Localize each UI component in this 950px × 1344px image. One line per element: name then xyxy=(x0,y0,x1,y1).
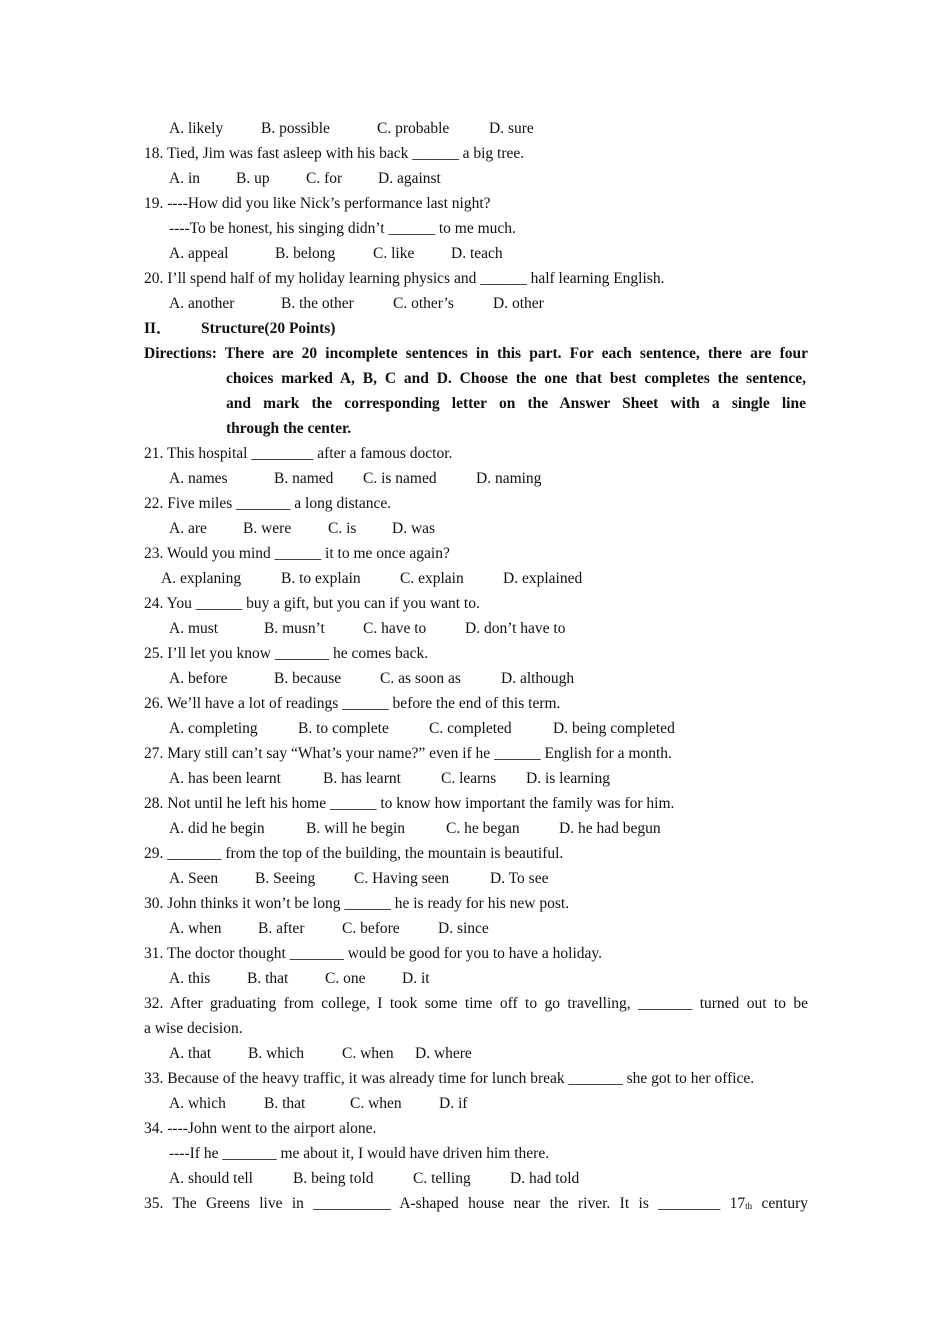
q18-question: 18. Tied, Jim was fast asleep with his back ______ a big tree. xyxy=(144,145,525,162)
q34-option-d: D. had told xyxy=(510,1170,580,1187)
q30-options xyxy=(169,916,489,941)
q25-option-b: B. because xyxy=(274,670,342,687)
q23-option-b: B. to explain xyxy=(281,570,361,587)
q31-option-a: A. this xyxy=(169,970,211,987)
q34-option-a: A. should tell xyxy=(169,1170,253,1187)
q21-option-b: B. named xyxy=(274,470,334,487)
q25-options xyxy=(169,666,574,691)
q35-text-end: century xyxy=(761,1195,808,1212)
q18-options xyxy=(169,166,441,191)
q23-option-d: D. explained xyxy=(503,570,583,587)
q26-option-c: C. completed xyxy=(429,720,512,737)
q22-option-d: D. was xyxy=(392,520,436,537)
q33-option-d: D. if xyxy=(439,1095,468,1112)
q31-option-d: D. it xyxy=(402,970,430,987)
q34-options xyxy=(169,1166,579,1191)
q18-option-b: B. up xyxy=(236,170,270,187)
q27-options xyxy=(169,766,610,791)
q22-option-c: C. is xyxy=(328,520,357,537)
q25-option-a: A. before xyxy=(169,670,228,687)
q35-ordinal-suffix: th xyxy=(745,1201,753,1211)
q28-options xyxy=(169,816,661,841)
q34-response: ----If he _______ me about it, I would have driven him there. xyxy=(169,1145,550,1162)
q30-option-c: C. before xyxy=(342,920,400,937)
q25-option-c: C. as soon as xyxy=(380,670,461,687)
q33-option-a: A. which xyxy=(169,1095,226,1112)
q28-option-d: D. he had begun xyxy=(559,820,661,837)
q33-option-b: B. that xyxy=(264,1095,306,1112)
q24-option-d: D. don’t have to xyxy=(465,620,566,637)
q17-option-c: C. probable xyxy=(377,120,450,137)
q22-option-a: A. are xyxy=(169,520,207,537)
q32-option-c: C. when xyxy=(342,1045,394,1062)
q26-option-a: A. completing xyxy=(169,720,258,737)
q27-option-b: B. has learnt xyxy=(323,770,401,787)
section-title: Structure(20 Points) xyxy=(201,320,336,337)
directions-line-3: and mark the corresponding letter on the Answer Sheet with a single line xyxy=(226,395,806,412)
q19-option-b: B. belong xyxy=(275,245,336,262)
q31-options xyxy=(169,966,430,991)
q33-options xyxy=(169,1091,467,1116)
q21-option-d: D. naming xyxy=(476,470,542,487)
q28-question: 28. Not until he left his home ______ to know how important the family was for him. xyxy=(144,795,675,812)
q27-option-a: A. has been learnt xyxy=(169,770,281,787)
q27-option-c: C. learns xyxy=(441,770,497,787)
q17-option-b: B. possible xyxy=(261,120,330,137)
q29-option-c: C. Having seen xyxy=(354,870,450,887)
q20-option-d: D. other xyxy=(493,295,544,312)
q17-option-a: A. likely xyxy=(169,120,224,137)
q20-options xyxy=(169,291,544,316)
q29-option-d: D. To see xyxy=(490,870,549,887)
q23-question: 23. Would you mind ______ it to me once again? xyxy=(144,545,450,562)
q28-option-a: A. did he begin xyxy=(169,820,265,837)
q32-question: 32. After graduating from college, I took some time off to go travelling, _______ turned out to be xyxy=(144,995,808,1012)
q24-option-b: B. musn’t xyxy=(264,620,325,637)
q23-option-a: A. explaning xyxy=(161,570,242,587)
q21-option-a: A. names xyxy=(169,470,228,487)
q21-question: 21. This hospital ________ after a famous doctor. xyxy=(144,445,453,462)
q34-option-c: C. telling xyxy=(413,1170,471,1187)
q19-response: ----To be honest, his singing didn’t ______ to me much. xyxy=(169,220,516,237)
q18-option-c: C. for xyxy=(306,170,343,187)
q22-question: 22. Five miles _______ a long distance. xyxy=(144,495,392,512)
q31-question: 31. The doctor thought _______ would be good for you to have a holiday. xyxy=(144,945,603,962)
q26-option-d: D. being completed xyxy=(553,720,675,737)
q23-option-c: C. explain xyxy=(400,570,464,587)
q23-options xyxy=(161,566,582,591)
q20-option-a: A. another xyxy=(169,295,235,312)
q30-option-d: D. since xyxy=(438,920,489,937)
directions-line-2: choices marked A, B, C and D. Choose the one that best completes the sentence, xyxy=(226,370,806,387)
q24-option-c: C. have to xyxy=(363,620,427,637)
q27-option-d: D. is learning xyxy=(526,770,610,787)
q29-option-b: B. Seeing xyxy=(255,870,316,887)
q32-option-b: B. which xyxy=(248,1045,304,1062)
section-heading xyxy=(144,316,808,341)
q25-option-d: D. although xyxy=(501,670,575,687)
q28-option-c: C. he began xyxy=(446,820,520,837)
q29-option-a: A. Seen xyxy=(169,870,219,887)
q19-option-d: D. teach xyxy=(451,245,503,262)
q31-option-b: B. that xyxy=(247,970,289,987)
directions-label: Directions: xyxy=(144,345,217,362)
q32-question-continued: a wise decision. xyxy=(144,1020,243,1037)
q17-options xyxy=(169,116,534,141)
q25-question: 25. I’ll let you know _______ he comes back. xyxy=(144,645,429,662)
directions-line-4: through the center. xyxy=(226,420,352,437)
q19-options xyxy=(169,241,503,266)
q35-text: 35. The Greens live in __________ A-shaped house near the river. It is ________ 17 xyxy=(144,1195,746,1212)
q29-options xyxy=(169,866,548,891)
q20-option-c: C. other’s xyxy=(393,295,454,312)
q32-option-a: A. that xyxy=(169,1045,212,1062)
directions-line-1 xyxy=(144,341,808,366)
q24-question: 24. You ______ buy a gift, but you can if you want to. xyxy=(144,595,480,612)
q31-option-c: C. one xyxy=(325,970,366,987)
q30-option-b: B. after xyxy=(258,920,305,937)
section-number: II． xyxy=(144,320,172,337)
q32-options xyxy=(169,1041,472,1066)
q35-question xyxy=(144,1191,808,1216)
q24-options xyxy=(169,616,565,641)
q26-question: 26. We’ll have a lot of readings ______ before the end of this term. xyxy=(144,695,561,712)
q22-options xyxy=(169,516,435,541)
directions-text-1: There are 20 incomplete sentences in this part. For each sentence, there are four xyxy=(224,345,808,362)
q33-option-c: C. when xyxy=(350,1095,402,1112)
q19-option-a: A. appeal xyxy=(169,245,229,262)
q28-option-b: B. will he begin xyxy=(306,820,406,837)
q26-options xyxy=(169,716,675,741)
q29-question: 29. _______ from the top of the building, the mountain is beautiful. xyxy=(144,845,564,862)
q24-option-a: A. must xyxy=(169,620,219,637)
q18-option-a: A. in xyxy=(169,170,200,187)
q34-question: 34. ----John went to the airport alone. xyxy=(144,1120,377,1137)
q26-option-b: B. to complete xyxy=(298,720,389,737)
q33-question: 33. Because of the heavy traffic, it was already time for lunch break _______ she got to her office. xyxy=(144,1070,755,1087)
q18-option-d: D. against xyxy=(378,170,441,187)
q30-option-a: A. when xyxy=(169,920,222,937)
q19-question: 19. ----How did you like Nick’s performance last night? xyxy=(144,195,491,212)
q34-option-b: B. being told xyxy=(293,1170,374,1187)
q20-question: 20. I’ll spend half of my holiday learning physics and ______ half learning English. xyxy=(144,270,665,287)
q21-option-c: C. is named xyxy=(363,470,437,487)
q20-option-b: B. the other xyxy=(281,295,354,312)
q19-option-c: C. like xyxy=(373,245,415,262)
q21-options xyxy=(169,466,541,491)
q22-option-b: B. were xyxy=(243,520,292,537)
q17-option-d: D. sure xyxy=(489,120,534,137)
q27-question: 27. Mary still can’t say “What’s your name?” even if he ______ English for a month. xyxy=(144,745,672,762)
q32-option-d: D. where xyxy=(415,1045,472,1062)
q30-question: 30. John thinks it won’t be long ______ he is ready for his new post. xyxy=(144,895,570,912)
